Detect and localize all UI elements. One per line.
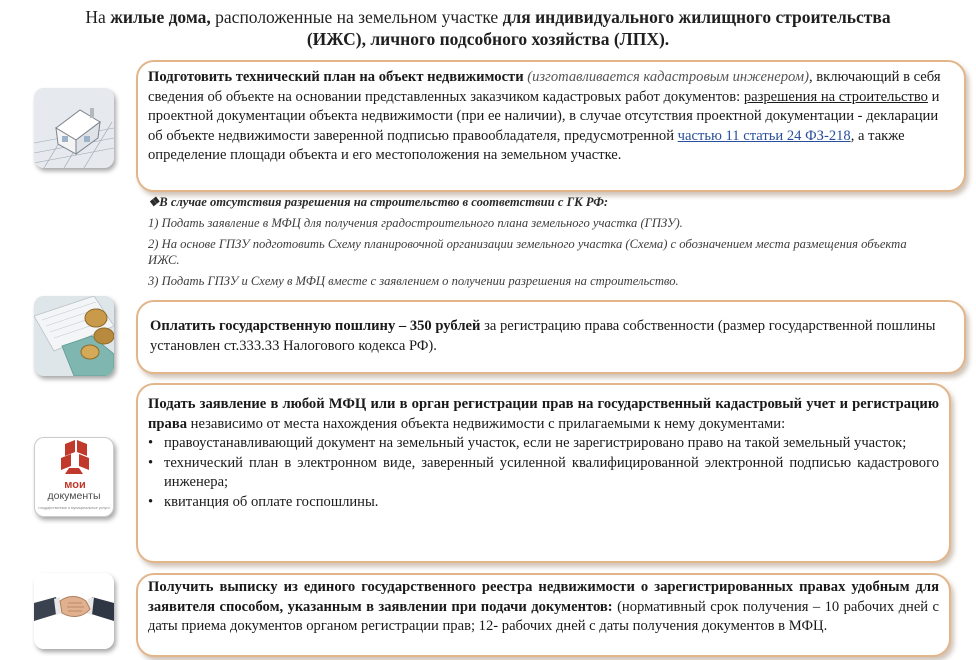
- step-submit-application: [136, 383, 951, 563]
- step-heading: Оплатить государственную пошлину – 350 рублей: [150, 318, 481, 334]
- list-item-text: правоустанавливающий документ на земельный участок, если не зарегистрировано право на такой земельный участок;: [164, 435, 907, 451]
- step-state-fee: [136, 300, 966, 374]
- title-bold: (ИЖС), личного подсобного хозяйства (ЛПХ).: [306, 29, 670, 49]
- bullet-icon: •: [148, 435, 154, 451]
- step-text: (нормативный срок получения – 10 рабочих дней с даты приема документов органом регистрации прав; 12- рабочих дней с даты получения документов в МФЦ.: [148, 598, 939, 634]
- moi-dokumenty-logo: [34, 437, 114, 517]
- step-heading: Подать заявление в любой МФЦ или в орган регистрации прав на государственный кадастровый учет и регистрацию права: [148, 396, 939, 432]
- note-item: 3) Подать ГПЗУ и Схему в МФЦ вместе с заявлением о получении разрешения на строительство.: [148, 274, 679, 288]
- logo-line1: мои: [64, 479, 86, 491]
- step-technical-plan: [136, 60, 966, 192]
- step-text: и проектной документации объекта недвижимости (при ее наличии), в случае отсутствия проектной документации - декларации об объекте недвижимости заверенной подписью правообладателя, предусмотренной: [148, 88, 940, 144]
- house-plan-image: [34, 88, 114, 168]
- handshake-image: [34, 573, 114, 649]
- no-permit-note: [148, 194, 938, 294]
- note-item: 2) На основе ГПЗУ подготовить Схему планировочной организации земельного участка (Схема) с обозначением места размещения объекта ИЖС.: [148, 237, 907, 267]
- list-item: [148, 493, 939, 513]
- list-item: [148, 434, 939, 454]
- note-item: 1) Подать заявление в МФЦ для получения градостроительного плана земельного участка (ГПЗУ).: [148, 216, 683, 230]
- list-item-text: технический план в электронном виде, заверенный усиленной квалифицированной электронной подписью кадастрового инженера;: [164, 454, 939, 490]
- step-note: (изготавливается кадастровым инженером): [523, 69, 809, 85]
- underlined-text: разрешения на строительство: [743, 88, 928, 105]
- step-text: независимо от места нахождения объекта недвижимости с прилагаемыми к нему документами:: [187, 415, 786, 432]
- bullet-icon: •: [148, 454, 154, 471]
- step-heading: Получить выписку из единого государственного реестра недвижимости о зарегистрированных правах удобным для заявителя способом, указанным в заявлении при подачи документов:: [148, 579, 939, 615]
- documents-list: [148, 434, 939, 512]
- logo-line2: документы: [47, 490, 101, 502]
- note-heading: ❖В случае отсутствия разрешения на строительство в соответствии с ГК РФ:: [148, 195, 609, 209]
- step-text: , включающий в себя сведения об объекте на основании представленных заказчиком кадастровых работ документов:: [148, 69, 941, 105]
- list-item-text: квитанция об оплате госпошлины.: [164, 493, 379, 510]
- logo-small: государственные и муниципальные услуги: [38, 506, 110, 510]
- coins-payment-image: [34, 296, 114, 376]
- step-heading: Подготовить технический план на объект недвижимости: [148, 69, 524, 85]
- law-link[interactable]: частью 11 статьи 24 ФЗ-218: [677, 127, 851, 144]
- title-bold: для индивидуального жилищного строительства: [502, 7, 891, 27]
- title-bold: жилые дома,: [110, 7, 211, 27]
- step-receive-extract: [136, 573, 951, 657]
- list-item: [148, 454, 939, 493]
- title-text: На: [85, 7, 111, 27]
- page-title: [0, 6, 976, 50]
- bullet-icon: •: [148, 493, 154, 510]
- step-text: , а также определение площади объекта и его местоположения на земельном участке.: [148, 127, 905, 163]
- step-text: за регистрацию права собственности (размер государственной пошлины установлен ст.333.33 Налогового кодекса РФ).: [150, 318, 936, 354]
- title-text: расположенные на земельном участке: [210, 7, 503, 27]
